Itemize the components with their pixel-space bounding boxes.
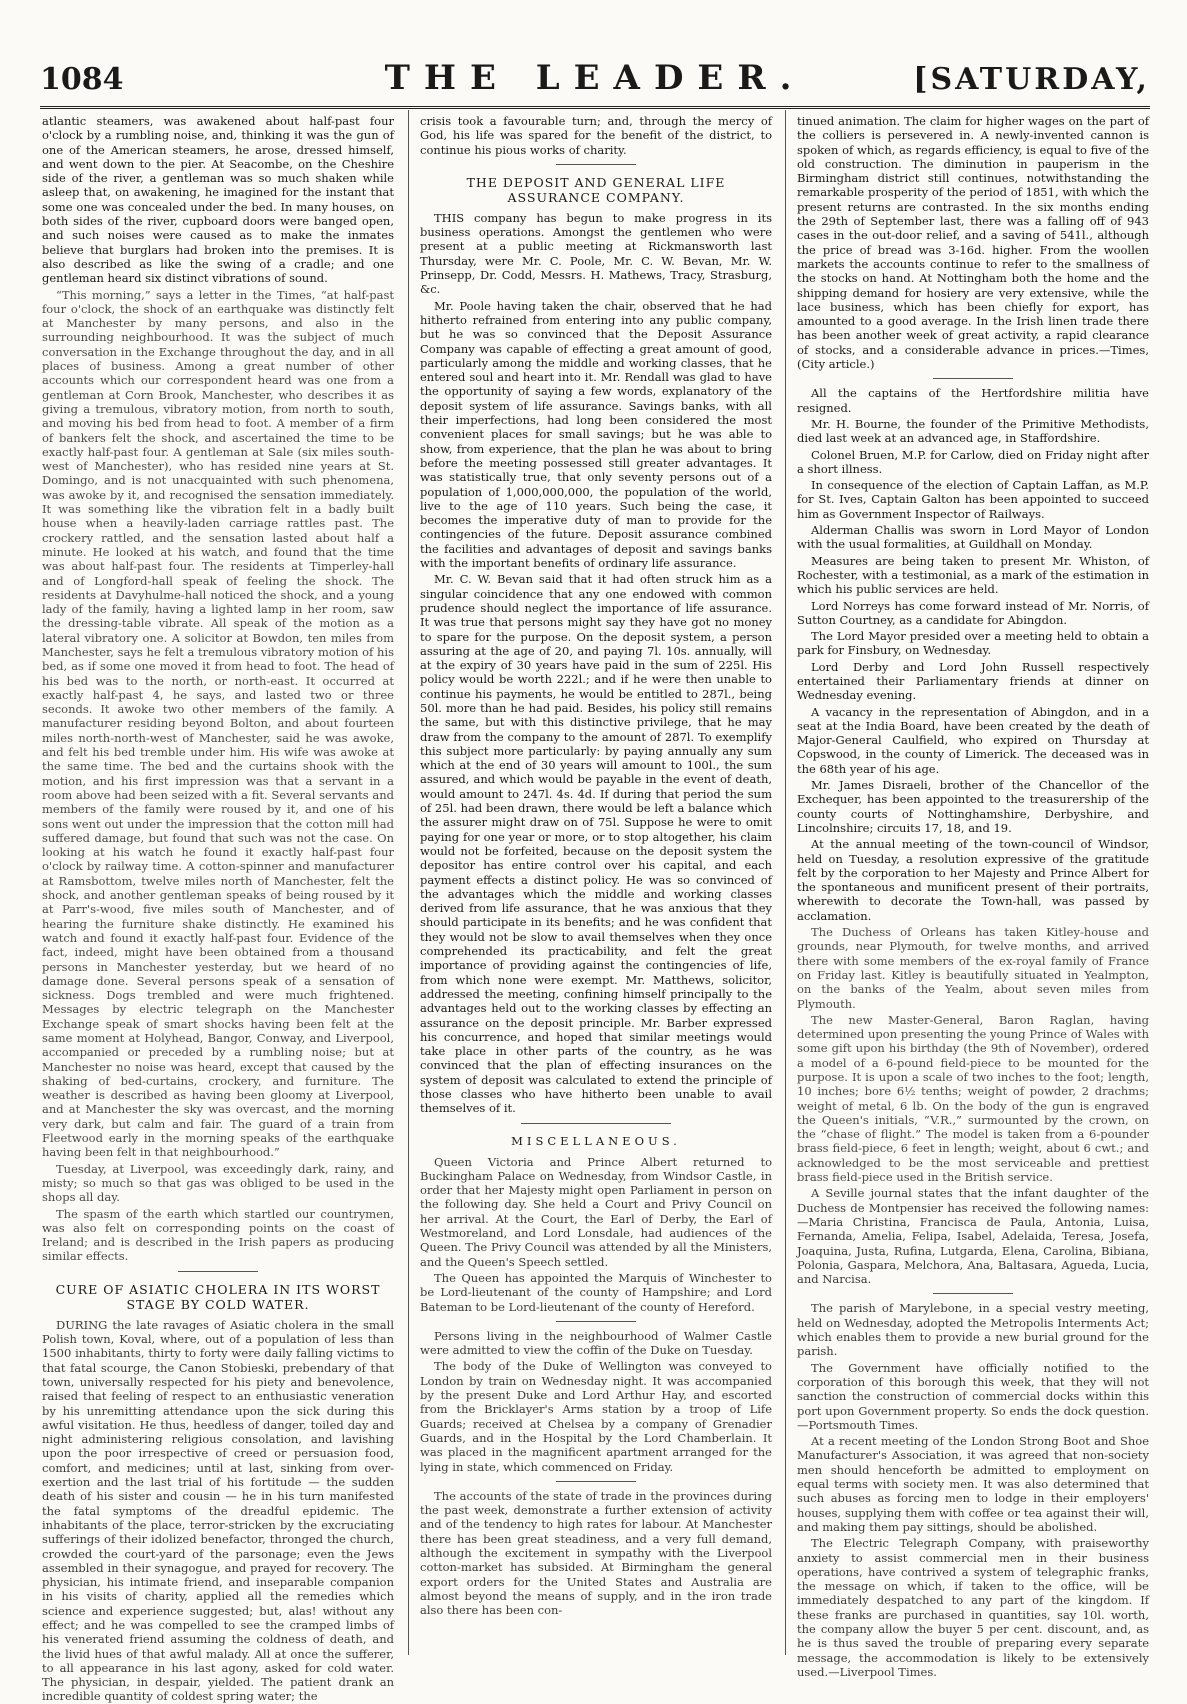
article-heading: THE DEPOSIT AND GENERAL LIFE ASSURANCE COMPANY. — [466, 174, 726, 205]
paragraph: In consequence of the election of Captain Laffan, as M.P. for St. Ives, Captain Galton has been appointed to succeed him as Government Inspector of Railways. — [797, 478, 1149, 521]
paragraph: All the captains of the Hertfordshire militia have resigned. — [797, 386, 1149, 415]
paragraph: crisis took a favourable turn; and, through the mercy of God, his life was spared for the benefit of the district, to continue his pious works of charity. — [420, 114, 772, 157]
paragraph: atlantic steamers, was awakened about half-past four o'clock by a rumbling noise, and, thinking it was the gun of one of the American steamers, he arose, dressed himself, and went down to the pier. At Seacombe, on the Cheshire side of the river, a gentleman was so much shaken while asleep that, on awakening, he imagined for the instant that some one was concealed under the bed. In many houses, on both sides of the river, cupboard doors were banged open, and such noises were caused as to make the inmates believe that burglars had broken into the premises. It is also described as like the swing of a cradle; and one gentleman heard six distinct vibrations of sound. — [42, 114, 394, 286]
paragraph: At the annual meeting of the town-council of Windsor, held on Tuesday, a resolution expressive of the gratitude felt by the corporation to her Majesty and Prince Albert for the spontaneous and munificent present of their portraits, wherewith to decorate the Town-hall, was passed by acclamation. — [797, 837, 1149, 923]
paragraph: “This morning,” says a letter in the Times, “at half-past four o'clock, the shock of an earthquake was distinctly felt at Manchester by many persons, and also in the surrounding neighbourhood. It was the subject of much conversation in the Exchange throughout the day, and in all places of business. Among a great number of other accounts which our correspondent heard was one from a gentleman at Corn Brook, Manchester, who describes it as giving a tremulous, vibratory motion, from north to south, and moving his bed from head to foot. A member of a firm of bankers felt the shock, and ascertained the time to be exactly half-past four. A gentleman at Sale (six miles south-west of Manchester), who has resided nine years at St. Domingo, and is not unacquainted with such phenomena, was awoke by it, and recognised the sensation immediately. It was something like the vibration felt in a badly built house when a heavily-laden carriage rattles past. The crockery rattled, and the sensation lasted about half a minute. He looked at his watch, and found that the time was about half-past four. The residents at Timperley-hall and of Longford-hall speak of feeling the shock. The residents at Davyhulme-hall noticed the shock, and a young lady of the family, having a lighted lamp in her room, saw the dressing-table vibrate. All speak of the motion as a lateral vibratory one. A solicitor at Bowdon, ten miles from Manchester, says he felt a tremulous vibratory motion of his bed, as if some one moved it from head to foot. The head of his bed was to the north, or north-east. It occurred at exactly half-past 4, he says, and lasted two or three seconds. It awoke two other members of the family. A manufacturer residing beyond Bolton, and about fourteen miles north-north-west of Manchester, said he was awoke, and felt his bed tremble under him. His wife was awoke at the same time. The bed and the curtains shook with the motion, and his first impression was that a servant in a room above had been seized with a fit. Several servants and members of the family were roused by it, and one of his sons went out under the impression that the cotton mill had suffered damage, but found that such was not the case. On looking at his watch he found it exactly half-past four o'clock by railway time. A cotton-spinner and manufacturer at Ramsbottom, twelve miles north of Manchester, felt the shock, and another gentleman speaks of being roused by it at Parr's-wood, five miles south of Manchester, and of hearing the furniture shake distinctly. He examined his watch and found it exactly half-past four. Evidence of the fact, indeed, might have been obtained from a thousand persons in Manchester yesterday, but we heard of no damage done. Several persons speak of a sensation of sickness. Dogs trembled and were much frightened. Messages by electric telegraph on the Manchester Exchange speak of smart shocks having been felt at the same moment at Holyhead, Bangor, Conway, and Liverpool, accompanied or preceded by a rumbling noise; but at Manchester no noise was heard, except that caused by the shaking of bed-curtains, crockery, and furniture. The weather is described as having been gloomy at Liverpool, and at Manchester the sky was overcast, and the morning very dark, but calm and fair. The guard of a train from Fleetwood early in the morning speaks of the earthquake having been felt in that neighbourhood.” — [42, 287, 394, 1160]
separator — [521, 1123, 671, 1124]
paragraph: The Duchess of Orleans has taken Kitley-house and grounds, near Plymouth, for twelve months, and arrived there with some members of the ex-royal family of France on Friday last. Kitley is beautifully situated in Yealmpton, on the banks of the Yealm, about seven miles from Plymouth. — [797, 925, 1149, 1011]
paragraph: A Seville journal states that the infant daughter of the Duchess de Montpensier has received the following names: —Maria Christina, Francisca de Paula, Antonia, Luisa, Fernanda, Amelia, Felipa, Isabel, Adelaida, Teresa, Josefa, Joaquina, Justa, Rufina, Lutgarda, Elena, Carolina, Bibiana, Polonia, Gaspara, Melchora, Ana, Baltasara, Agueda, Lucia, and Narcisa. — [797, 1186, 1149, 1287]
paragraph: Persons living in the neighbourhood of Walmer Castle were admitted to view the coffin of the Duke on Tuesday. — [420, 1328, 772, 1358]
paragraph: Mr. James Disraeli, brother of the Chancellor of the Exchequer, has been appointed to the treasurership of the county courts of Nottinghamshire, Derbyshire, and Lincolnshire; circuits 17, 18, and 19. — [797, 778, 1149, 835]
paragraph: Colonel Bruen, M.P. for Carlow, died on Friday night after a short illness. — [797, 447, 1149, 476]
separator — [178, 1271, 258, 1272]
paragraph: The parish of Marylebone, in a special vestry meeting, held on Wednesday, adopted the Metropolis Interments Act; which enables them to provide a new burial ground for the parish. — [797, 1301, 1149, 1359]
paragraph: Mr. Poole having taken the chair, observed that he had hitherto refrained from entering into any public company, but he was so convinced that the Deposit Assurance Company was capable of effecting a great amount of good, particularly among the middle and working classes, that he entered soul and heart into it. Mr. Rendall was glad to have the opportunity of saying a few words, explanatory of the deposit system of life assurance. Savings banks, with all their imperfections, had long been considered the most convenient places for small savings; but he was able to show, from experience, that the plan he was about to bring before the meeting possessed still greater advantages. It was statistically true, that only seventy persons out of a population of 1,000,000,000, the population of the world, live to the age of 110 years. Such being the case, it becomes the imperative duty of man to provide for the contingencies of the future. Deposit assurance combined the facilities and advantages of deposit and savings banks with the important benefits of ordinary life assurance. — [420, 298, 772, 571]
paragraph: At a recent meeting of the London Strong Boot and Shoe Manufacturer's Association, it was agreed that non-society men should henceforth be admitted to employment on equal terms with society men. It was also determined that such abuses as forcing men to lodge in their employers' houses, supplying them with coffee or tea against their will, and making them pay sittings, should be abolished. — [797, 1434, 1149, 1534]
paragraph: tinued animation. The claim for higher wages on the part of the colliers is persevered in. A newly-invented cannon is spoken of which, as regards efficiency, is equal to five of the old construction. The diminution in pauperism in the Birmingham district still continues, notwithstanding the remarkable prosperity of the period of 1851, with which the present returns are contrasted. In the six months ending the 29th of September last, there was a falling off of 943 cases in the out-door relief, and a saving of 541l., although the price of bread was 3-16d. higher. From the woollen markets the accounts continue to refer to the smallness of the stocks on hand. At Nottingham both the home and the shipping demand for hosiery are very extensive, while the lace business, which has been chiefly for export, has amounted to a good average. In the Irish linen trade there has been another week of great activity, a rapid clearance of stocks, and a considerable advance in prices.—Times, (City article.) — [797, 114, 1149, 372]
paragraph: DURING the late ravages of Asiatic cholera in the small Polish town, Koval, where, out of a population of less than 1500 inhabitants, thirty to forty were daily falling victims to that fatal scourge, the Canon Stobieski, prebendary of that town, universally respected for his piety and benevolence, raised that feeling of respect to an enthusiastic veneration by his unremitting attendance upon the sick during this awful visitation. He thus, heedless of danger, toiled day and night administering religious consolation, and lavishing upon the poor irrespective of creed or persuasion food, comfort, and medicines; until at last, sinking from over-exertion and the last trial of his fortitude — the sudden death of his sister and cousin — he in his turn manifested the fatal symptoms of the dreadful epidemic. The inhabitants of the place, terror-stricken by the excruciating sufferings of their idolized benefactor, thronged the church, crowded the court-yard of the parsonage; even the Jews assembled in their synagogue, and prayed for recovery. The physician, his intimate friend, and inseparable companion in his visits of charity, applied all the remedies which science and experience suggested; but, alas! without any effect; and he was compelled to see the cramped limbs of his venerated friend assuming the coldness of death, and the livid hues of that awful malady. All at once the sufferer, to all appearance in his last agony, asked for cold water. The physician, in despair, yielded. The patient drank an incredible quantity of coldest spring water; the — [42, 1317, 394, 1704]
header-day: [SATURDAY, — [913, 62, 1150, 97]
paragraph: Mr. H. Bourne, the founder of the Primitive Methodists, died last week at an advanced age, in Staffordshire. — [797, 416, 1149, 446]
masthead: THE LEADER. — [384, 58, 806, 98]
paragraph: The body of the Duke of Wellington was conveyed to London by train on Wednesday night. It was accompanied by the present Duke and Lord Arthur Hay, and escorted from the Bricklayer's Arms station by a troop of Life Guards; received at Chelsea by a company of Grenadier Guards, and in the Hospital by the Lord Chamberlain. It was placed in the magnificent apartment arranged for the lying in state, which commenced on Friday. — [420, 1359, 772, 1474]
separator — [933, 378, 1013, 379]
separator — [556, 1321, 636, 1322]
paragraph: Queen Victoria and Prince Albert returned to Buckingham Palace on Wednesday, from Windsor Castle, in order that her Majesty might open Parliament in person on the following day. She held a Court and Privy Council on her arrival. At the Court, the Earl of Derby, the Earl of Westmoreland, and Lord Lonsdale, had audiences of the Queen. The Privy Council was attended by all the Ministers, and the Queen's Speech settled. — [420, 1154, 772, 1269]
paragraph: Mr. C. W. Bevan said that it had often struck him as a singular coincidence that any one endowed with common prudence should neglect the importance of life assurance. It was true that persons might say they have got no money to spare for the purpose. On the deposit system, a person assuring at the age of 20, and paying 7l. 10s. annually, will at the expiry of 30 years have paid in the sum of 225l. His policy would be worth 222l.; and if he were then unable to continue his payments, he would be entitled to 287l., being 50l. more than he had paid. Besides, his policy still remains the same, but with this distinctive privilege, that he may draw from the company to the amount of 287l. To exemplify this subject more particularly: by paying annually any sum which at the end of 30 years will amount to 100l., the sum assured, and which would be payable in the event of death, would amount to 247l. 4s. 4d. If during that period the sum of 25l. had been drawn, there would be left a balance which the assurer might draw on of 75l. Suppose he were to omit paying for one year or more, or to stop altogether, his claim would not be forfeited, because on the deposit system the depositor has entire control over his capital, and each payment effects a distinct policy. He was so convinced of the advantages which the middle and working classes derived from life assurance, that he was anxious that they should participate in its benefits; and he was confident that they would not be slow to avail themselves when they once comprehended its practicability, and felt the great importance of providing against the contingencies of life, from which none were exempt. Mr. Matthews, solicitor, addressed the meeting, confining himself principally to the advantages held out to the working classes by effecting an assurance on the deposit principle. Mr. Barber expressed his concurrence, and hoped that similar meetings would take place in other parts of the country, as he was convinced that the plan of effecting insurances on the system of deposit was calculated to extend the principle of those classes who have hitherto been unable to avail themselves of it. — [420, 572, 772, 1116]
paragraph: Tuesday, at Liverpool, was exceedingly dark, rainy, and misty; so much so that gas was obliged to be used in the shops all day. — [42, 1161, 394, 1205]
column-rule — [408, 110, 409, 1655]
separator — [556, 1481, 636, 1482]
paragraph: Lord Norreys has come forward instead of Mr. Norris, of Sutton Courtney, as a candidate for Abingdon. — [797, 598, 1149, 627]
column-1 — [42, 114, 394, 1704]
column-2 — [420, 114, 772, 1659]
separator — [933, 1293, 1013, 1294]
paragraph: The new Master-General, Baron Raglan, having determined upon presenting the young Prince of Wales with some gift upon his birthday (the 9th of November), ordered a model of a 6-pound field-piece to be mounted for the purpose. It is upon a scale of two inches to the foot; length, 10 inches; bore 6½ tenths; weight of powder, 2 drachms; weight of metal, 6 lb. On the body of the gun is engraved the Queen's initials, “V.R.,” surmounted by the crown, on the “chase of flight.” The model is taken from a 6-pounder brass field-piece, 6 feet in length; weight, about 6 cwt.; and acknowledged to be the most serviceable and prettiest brass field-piece used in the British service. — [797, 1012, 1149, 1185]
paragraph: The Queen has appointed the Marquis of Winchester to be Lord-lieutenant of the county of Hampshire; and Lord Bateman to be Lord-lieutenant of the county of Hereford. — [420, 1270, 772, 1314]
column-rule — [785, 110, 786, 1655]
column-3 — [797, 114, 1149, 1679]
article-heading: CURE OF ASIATIC CHOLERA IN ITS WORST STAGE BY COLD WATER. — [55, 1281, 381, 1312]
page-number: 1084 — [40, 62, 124, 97]
separator — [556, 164, 636, 165]
paragraph: THIS company has begun to make progress in its business operations. Amongst the gentlemen who were present at a public meeting at Rickmansworth last Thursday, were Mr. C. Poole, Mr. C. W. Bevan, Mr. W. Prinsepp, Dr. Codd, Messrs. H. Mathews, Tracy, Strasburg, &c. — [420, 210, 772, 297]
paragraph: The accounts of the state of trade in the provinces during the past week, demonstrate a further extension of activity and of the tendency to high rates for labour. At Manchester there has been great steadiness, and a very full demand, although the excitement in sympathy with the Liverpool cotton-market has subsided. At Birmingham the general export orders for the United States and Australia are almost beyond the means of supply, and in the iron trade also there has been con- — [420, 1488, 772, 1618]
section-heading: MISCELLANEOUS. — [511, 1133, 681, 1148]
paragraph: The Government have officially notified to the corporation of this borough this week, that they will not sanction the construction of commercial docks within this port upon Government property. So ends the dock question.—Portsmouth Times. — [797, 1360, 1149, 1432]
page-header — [40, 58, 1150, 109]
paragraph: A vacancy in the representation of Abingdon, and in a seat at the India Board, have been created by the death of Major-General Caulfield, who expired on Thursday at Copswood, in the county of Limerick. The deceased was in the 68th year of his age. — [797, 704, 1149, 776]
paragraph: The Lord Mayor presided over a meeting held to obtain a park for Finsbury, on Wednesday. — [797, 629, 1149, 658]
paragraph: Measures are being taken to present Mr. Whiston, of Rochester, with a testimonial, as a mark of the estimation in which his public services are held. — [797, 553, 1149, 597]
paragraph: The Electric Telegraph Company, with praiseworthy anxiety to assist commercial men in their business operations, have contrived a system of telegraphic franks, the message on which, if taken to the office, will be immediately despatched to any part of the kingdom. If these franks are purchased in quantities, say 10l. worth, the company allow the buyer 5 per cent. discount, and, as he is thus saved the trouble of preparing every separate message, the accommodation is likely to be extensively used.—Liverpool Times. — [797, 1536, 1149, 1679]
paragraph: Lord Derby and Lord John Russell respectively entertained their Parliamentary friends at dinner on Wednesday evening. — [797, 659, 1149, 703]
paragraph: The spasm of the earth which startled our countrymen, was also felt on corresponding points on the coast of Ireland; and is described in the Irish papers as producing similar effects. — [42, 1206, 394, 1264]
paragraph: Alderman Challis was sworn in Lord Mayor of London with the usual formalities, at Guildhall on Monday. — [797, 523, 1149, 552]
